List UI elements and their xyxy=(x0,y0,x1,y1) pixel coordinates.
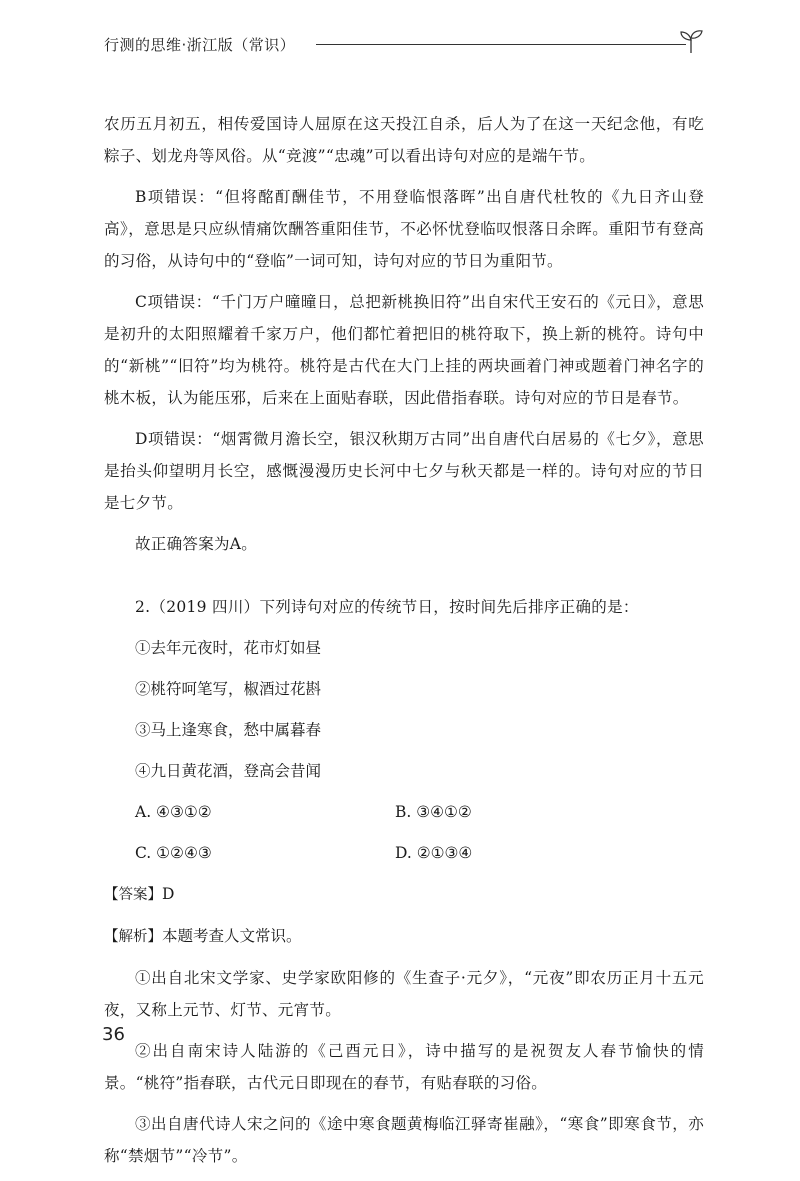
paragraph-conclusion: 故正确答案为A。 xyxy=(135,535,258,553)
sprout-icon xyxy=(678,28,704,54)
page-number: 36 xyxy=(102,1024,125,1045)
options-row-1 xyxy=(104,796,704,832)
analysis-paragraph: ②出自南宋诗人陆游的《己酉元日》，诗中描写的是祝贺友人春节愉快的情景。“桃符”指春联，古代元日即现在的春节，有贴春联的习俗。 xyxy=(104,1042,704,1092)
question-item: ①去年元夜时，花市灯如昼 xyxy=(135,639,322,657)
analysis-paragraph: ①出自北宋文学家、史学家欧阳修的《生查子·元夕》，“元夜”即农历正月十五元夜，又称上元节、灯节、元宵节。 xyxy=(104,969,704,1019)
paragraph-festival-duanwu: 农历五月初五，相传爱国诗人屈原在这天投江自杀，后人为了在这一天纪念他，有吃粽子、划龙舟等风俗。从“竞渡”“忠魂”可以看出诗句对应的是端午节。 xyxy=(104,115,704,165)
page-content xyxy=(104,108,704,1181)
paragraph-option-c: C项错误：“千门万户曈曈日，总把新桃换旧符”出自宋代王安石的《元日》，意思是初升的太阳照耀着千家万户，他们都忙着把旧的桃符取下，换上新的桃符。诗句中的“新桃”“旧符”均为桃符。桃符是古代在大门上挂的两块画着门神或题着门神名字的桃木板，认为能压邪，后来在上面贴春联，因此借指春联。诗句对应的节日是春节。 xyxy=(104,293,704,407)
paragraph-option-b: B项错误：“但将酩酊酬佳节，不用登临恨落晖”出自唐代杜牧的《九日齐山登高》，意思是只应纵情痛饮酬答重阳佳节，不必怀忧登临叹恨落日余晖。重阳节有登高的习俗，从诗句中的“登临”一词可知，诗句对应的节日为重阳节。 xyxy=(104,188,704,270)
answer-value: D xyxy=(162,885,175,903)
analysis-paragraph: ③出自唐代诗人宋之问的《途中寒食题黄梅临江驿寄崔融》，“寒食”即寒食节，亦称“禁烟节”“冷节”。 xyxy=(104,1115,704,1165)
header-rule xyxy=(316,44,686,45)
page-header xyxy=(104,28,704,62)
question-item: ②桃符呵笔写，椒酒过花斟 xyxy=(135,680,322,698)
analysis-line xyxy=(104,920,704,953)
analysis-tag: 【解析】 xyxy=(104,929,162,945)
option-d: D. ②①③④ xyxy=(395,844,473,862)
paragraph-option-d: D项错误：“烟霄微月澹长空，银汉秋期万古同”出自唐代白居易的《七夕》，意思是抬头仰望明月长空，感慨漫漫历史长河中七夕与秋天都是一样的。诗句对应的节日是七夕节。 xyxy=(104,430,704,512)
answer-tag: 【答案】 xyxy=(104,887,162,903)
options-row-2 xyxy=(104,837,704,873)
option-b: B. ③④①② xyxy=(395,803,472,821)
question-stem: 2.（2019 四川）下列诗句对应的传统节日，按时间先后排序正确的是： xyxy=(135,598,639,616)
book-title: 行测的思维·浙江版（常识） xyxy=(104,36,296,54)
question-item: ④九日黄花酒，登高会昔闻 xyxy=(135,762,322,780)
option-a: A. ④③①② xyxy=(135,803,212,821)
option-c: C. ①②④③ xyxy=(135,844,212,862)
analysis-intro: 本题考查人文常识。 xyxy=(162,927,302,945)
answer-line xyxy=(104,878,704,911)
question-item: ③马上逢寒食，愁中属暮春 xyxy=(135,721,322,739)
